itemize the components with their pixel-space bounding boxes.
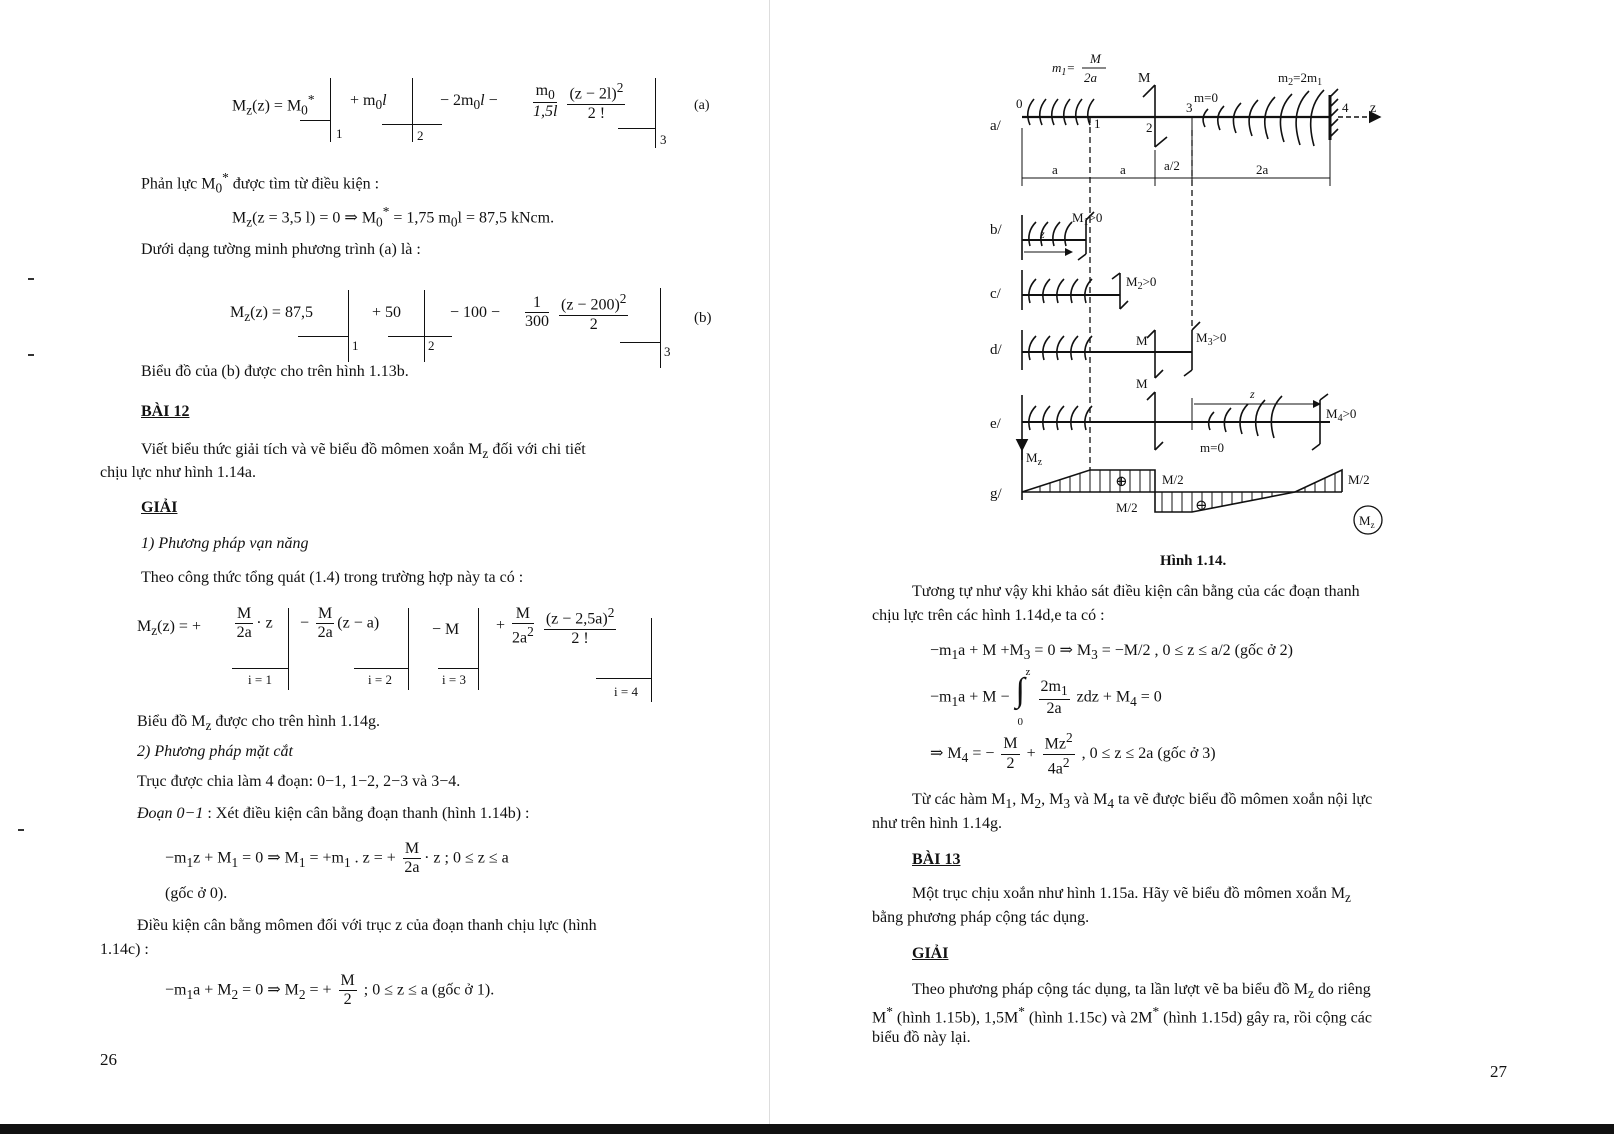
eq-symbol: M	[230, 304, 245, 321]
paragraph: biểu đồ này lại.	[872, 1029, 971, 1046]
eq-sub: 0	[473, 97, 481, 113]
right-page	[790, 0, 1614, 1134]
eq-text: 2 !	[587, 104, 606, 122]
svg-text:z: z	[1040, 227, 1045, 241]
svg-text:M: M	[1136, 376, 1148, 391]
paragraph: Đoạn 0−1 : Xét điều kiện cân bằng đoạn thanh (hình 1.14b) :	[137, 805, 530, 822]
equation-e: $-m_1a + M_2 = 0$ ⇒ $M_2$ = + $\frac{M}{2}$ ; 0 ≤ z ≤ a (gốc ở 1).	[165, 972, 495, 1009]
svg-text:m1=: $m_1=$	[1052, 60, 1076, 78]
svg-text:2: 2	[1146, 120, 1153, 135]
page-number: 27	[1490, 1062, 1507, 1081]
svg-text:Mz: $M_z$	[1359, 513, 1375, 530]
paragraph: chịu lực như hình 1.14a.	[100, 464, 256, 481]
svg-text:m2=2m1: $m_2=2m_1$	[1278, 70, 1323, 88]
svg-text:a: a	[1052, 162, 1058, 177]
scan-edge	[0, 1124, 1614, 1134]
eq-text: 300	[525, 313, 549, 331]
section-heading: BÀI 13	[912, 851, 961, 868]
eq-text: l	[382, 92, 387, 109]
equation-d1: $-m_1z + M_1 = 0$ ⇒ $M_1 = +m_1$ . z = + $\frac{M}{2a}$ · z ; 0 ≤ z ≤ a	[165, 840, 509, 877]
eq-text: (z − 2l)	[569, 85, 617, 103]
eq-text: + m	[350, 92, 376, 109]
eq-sub: 0	[375, 97, 383, 113]
eq-text: −	[300, 614, 310, 632]
equation-m3: $-m_1a + M +M_3 = 0$ ⇒ $M_3 = -M/2$ , 0 ≤ z ≤ a/2 (gốc ở 2)	[930, 642, 1293, 663]
svg-text:c/: c/	[990, 286, 1001, 302]
interval-index: i = 3	[442, 672, 466, 687]
paragraph: Theo công thức tổng quát (1.4) trong trường hợp này ta có :	[141, 569, 524, 586]
svg-text:M1>0: $M_1>0$	[1072, 210, 1103, 228]
solution-heading: GIẢI	[141, 499, 178, 516]
eq-sup: *	[307, 92, 315, 107]
eq-text: (z − a)	[337, 614, 380, 632]
paragraph: (gốc ở 0).	[165, 885, 228, 902]
eq-text: (z − 2,5a)	[545, 610, 608, 628]
equation-tag: (b)	[694, 310, 712, 326]
interval-index: i = 2	[368, 672, 392, 687]
paragraph: bằng phương pháp cộng tác dụng.	[872, 909, 1090, 926]
paragraph: Từ các hàm $M_1$, $M_2$, $M_3$ và $M_4$ ta vẽ được biểu đồ mômen xoắn nội lực	[912, 791, 1373, 812]
interval-index: i = 4	[614, 684, 638, 699]
page-number: 26	[100, 1050, 117, 1069]
eq-text: 1,5l	[533, 103, 558, 121]
solution-heading: GIẢI	[912, 945, 949, 962]
paragraph: Phản lực $M_0^*$ được tìm từ điều kiện :	[141, 170, 380, 196]
paragraph: Một trục chịu xoắn như hình 1.15a. Hãy vẽ biểu đồ mômen xoắn $M_z$	[912, 885, 1351, 906]
eq-text: 2	[589, 315, 598, 333]
eq-text: 2a	[236, 624, 252, 642]
svg-text:Mz: $M_z$	[1026, 450, 1043, 468]
interval-index: i = 1	[248, 672, 272, 687]
svg-text:a/2: a/2	[1164, 158, 1180, 173]
eq-sub: 0	[301, 102, 308, 118]
eq-text: (z − 200)	[561, 296, 620, 314]
svg-text:M: M	[1090, 51, 1101, 66]
eq-text: (z) = +	[157, 618, 201, 635]
eq-text: l	[480, 92, 485, 109]
svg-text:d/: d/	[990, 342, 1002, 358]
figure-caption: Hình 1.14.	[1160, 553, 1227, 569]
paragraph: Dưới dạng tường minh phương trình (a) là :	[141, 241, 421, 258]
eq-text: 1	[525, 294, 549, 313]
paragraph: 1.14c) :	[100, 941, 149, 958]
svg-text:M/2: M/2	[1162, 472, 1184, 487]
interval-index: 1	[352, 338, 359, 353]
svg-text:0: 0	[1016, 96, 1023, 111]
eq-sub: z	[244, 309, 251, 325]
eq-sup: 2	[607, 605, 615, 620]
svg-text:z: z	[1370, 101, 1377, 116]
eq-text: − M	[432, 621, 460, 638]
left-page	[0, 0, 790, 1134]
paragraph: Viết biểu thức giải tích và vẽ biểu đồ mômen xoắn $M_z$ đối với chi tiết	[141, 441, 586, 462]
eq-text: − 2m	[440, 92, 474, 109]
eq-text: (z) = 87,5	[250, 304, 313, 321]
eq-text: M	[512, 605, 534, 624]
eq-text: 2a	[512, 629, 528, 647]
equation-m4: ⇒ $M_4$ = − $\frac{M}{2}$ + $\frac{Mz^2}{4a^2}$ , 0 ≤ z ≤ 2a (gốc ở 3)	[930, 730, 1216, 778]
svg-text:M/2: M/2	[1116, 500, 1138, 515]
svg-text:M: M	[1136, 333, 1148, 348]
equation-condition: $M_z(z = 3,5$ l) = 0 ⇒ $M_0^* = 1,75$ $m_0l = 87,5$ kNcm.	[232, 204, 555, 230]
eq-text: m	[535, 81, 549, 99]
paragraph: M* (hình 1.15b), 1,5M* (hình 1.15c) và 2M* (hình 1.15d) gây ra, rồi cộng các	[872, 1004, 1372, 1027]
paragraph: chịu lực trên các hình 1.14d,e ta có :	[872, 607, 1105, 624]
eq-text: −	[488, 92, 498, 109]
svg-text:3: 3	[1186, 100, 1193, 115]
paragraph: như trên hình 1.14g.	[872, 815, 1002, 832]
paragraph: Biểu đồ $M_z$ được cho trên hình 1.14g.	[137, 713, 381, 734]
svg-text:M3>0: $M_3>0$	[1196, 330, 1227, 348]
paragraph: Theo phương pháp cộng tác dụng, ta lần lượt vẽ ba biểu đồ $M_z$ do riêng	[912, 981, 1371, 1002]
paragraph: Biểu đồ của (b) được cho trên hình 1.13b.	[141, 363, 409, 380]
eq-sup: 2	[527, 624, 534, 640]
svg-text:a/: a/	[990, 118, 1001, 134]
eq-text: +	[496, 617, 506, 635]
svg-text:1: 1	[1094, 116, 1101, 131]
interval-index: 2	[428, 338, 435, 353]
eq-sup: 2	[616, 80, 624, 95]
method-heading: 2) Phương pháp mặt cắt	[137, 743, 293, 760]
svg-text:⊖: ⊖	[1195, 498, 1208, 514]
paragraph: Trục được chia làm 4 đoạn: 0−1, 1−2, 2−3 và 3−4.	[137, 773, 461, 790]
eq-sup: 2	[619, 291, 627, 306]
svg-text:2a: 2a	[1084, 70, 1097, 85]
paragraph: Điều kiện cân bằng mômen đối với trục z của đoạn thanh chịu lực (hình	[137, 917, 597, 934]
eq-text: M	[316, 605, 334, 624]
eq-text: 2a	[317, 624, 333, 642]
interval-index: 1	[336, 126, 343, 141]
eq-text: 2 !	[571, 629, 589, 647]
section-heading: BÀI 12	[141, 403, 190, 420]
svg-text:e/: e/	[990, 416, 1001, 432]
interval-index: 3	[660, 132, 667, 147]
svg-text:M: M	[1138, 71, 1151, 86]
eq-text: (z) = M	[252, 97, 302, 115]
svg-text:b/: b/	[990, 222, 1002, 238]
svg-text:M4>0: $M_4>0$	[1326, 406, 1357, 424]
eq-text: · z	[256, 614, 273, 632]
svg-text:2a: 2a	[1256, 162, 1269, 177]
eq-text: − 100 −	[450, 304, 501, 321]
eq-symbol: M	[232, 97, 247, 115]
svg-text:m=0: m=0	[1200, 440, 1224, 455]
svg-text:⊕: ⊕	[1115, 474, 1128, 490]
svg-text:g/: g/	[990, 486, 1002, 502]
eq-sub: z	[151, 623, 158, 639]
paragraph: Tương tự như vậy khi khảo sát điều kiện cân bằng của các đoạn thanh	[912, 583, 1360, 600]
svg-text:M/2: M/2	[1348, 472, 1370, 487]
eq-sub: z	[246, 102, 253, 118]
eq-sub: 0	[548, 86, 555, 102]
svg-text:4: 4	[1342, 100, 1349, 115]
interval-index: 2	[417, 128, 424, 143]
svg-text:m=0: m=0	[1194, 90, 1218, 105]
eq-text: + 50	[372, 304, 402, 321]
svg-text:M2>0: $M_2>0$	[1126, 274, 1157, 292]
figure-1-14	[790, 0, 1614, 540]
equation-tag: (a)	[694, 98, 710, 113]
eq-symbol: M	[137, 618, 152, 635]
svg-text:z: z	[1250, 387, 1255, 401]
svg-text:a: a	[1120, 162, 1126, 177]
equation-m4-integral: $-m_1a + M$ − ∫ z 0 $\frac{2m_1}{2a}$ zdz + $M_4 = 0$	[930, 666, 1162, 728]
method-heading: 1) Phương pháp vạn năng	[141, 535, 309, 552]
eq-text: M	[235, 605, 253, 624]
interval-index: 3	[664, 344, 671, 359]
